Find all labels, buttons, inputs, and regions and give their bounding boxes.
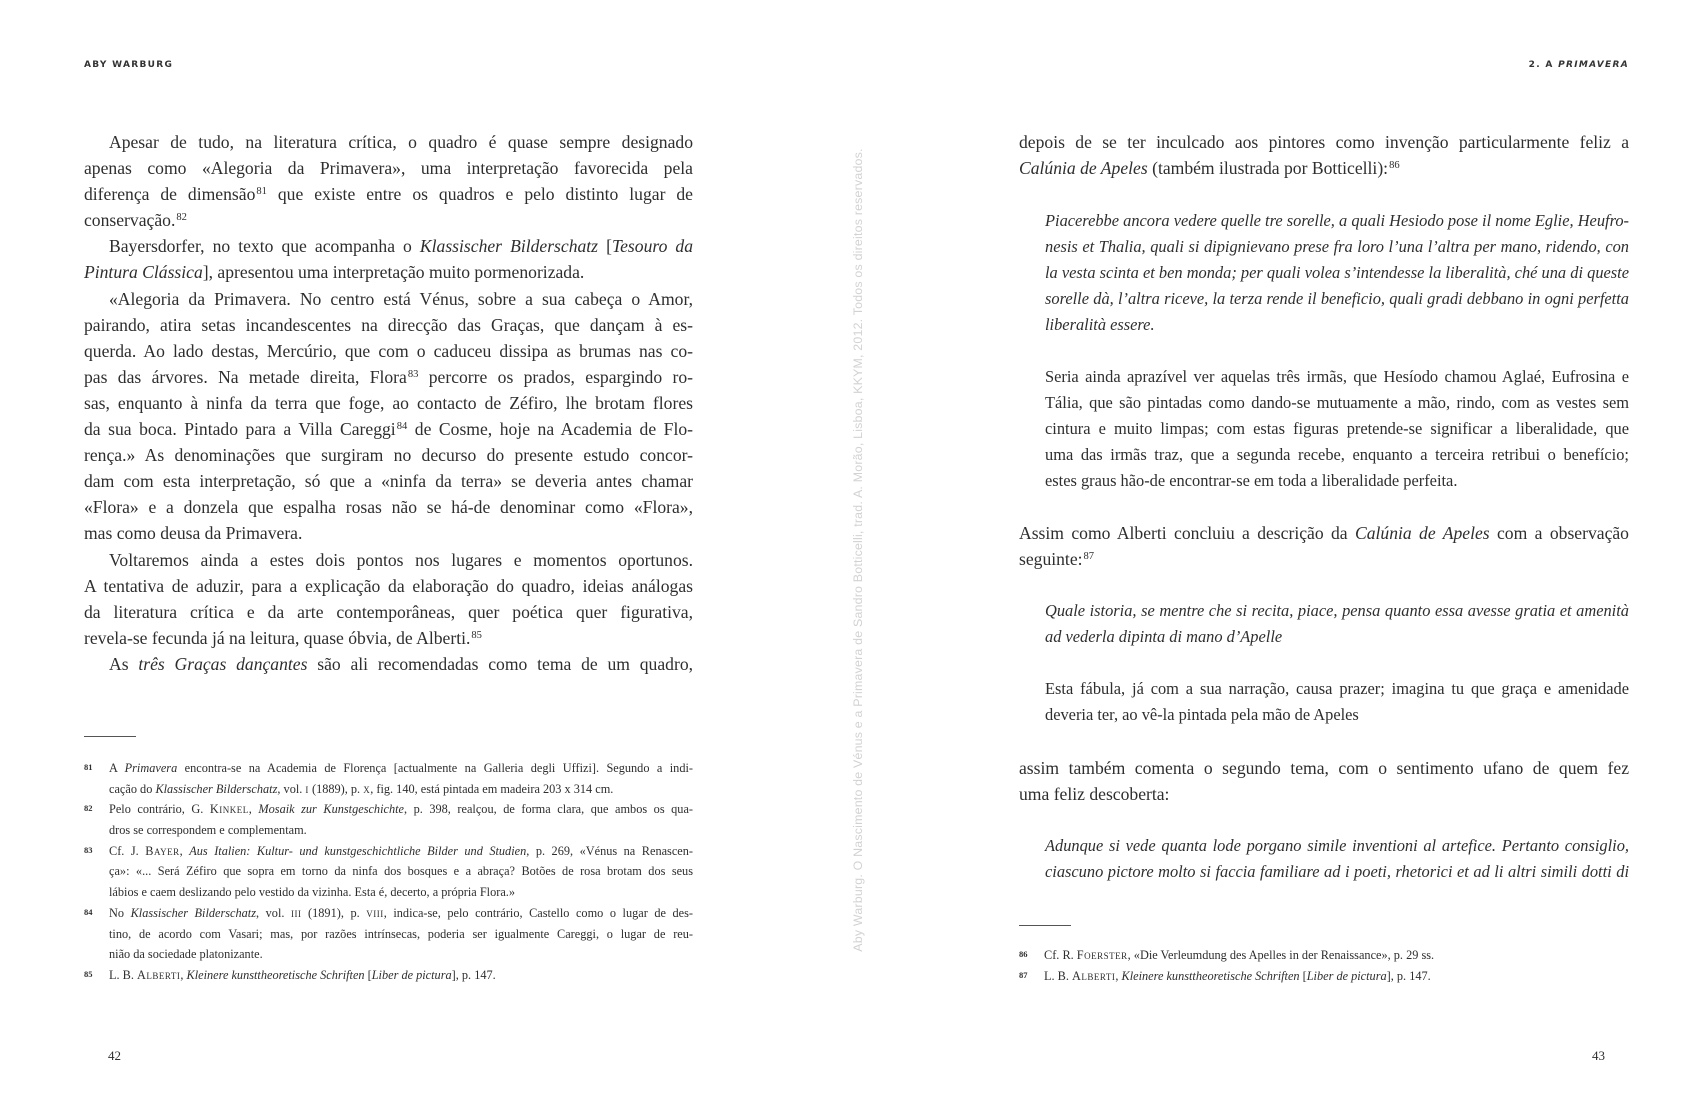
text-run: mas como deusa da Primavera. xyxy=(84,523,303,544)
text-line xyxy=(84,547,693,573)
footnote-number: 82 xyxy=(84,803,93,814)
text-line xyxy=(1045,833,1629,859)
text-run: dros se correspondem e complementam. xyxy=(109,823,307,838)
text-run: A xyxy=(109,761,125,775)
text-run: Cf. R. xyxy=(1044,948,1077,962)
text-run: Assim como Alberti concluiu a descrição da xyxy=(1019,523,1355,543)
text-run: da literatura crítica e da arte contemporâneas, quer poética quer figurativa, xyxy=(84,601,693,622)
text-run: , indica-se, pelo contrário, Castello como o lugar de des- xyxy=(383,905,693,920)
text-run: cintura e muito limpas; com estas figuras pretende-se significar a liberalidade, que xyxy=(1045,419,1629,439)
text-line xyxy=(84,468,693,494)
text-run: , xyxy=(179,843,190,858)
text-line xyxy=(109,799,693,820)
text-run: Esta fábula, já com a sua narração, causa prazer; imagina tu que graça e amenidade xyxy=(1045,679,1629,698)
text-line xyxy=(84,181,693,207)
italic-text: la vesta scinta et ben monda; per quali volea s’intendesse la liberalità, ché una di queste xyxy=(1045,263,1629,283)
text-run: L. B. xyxy=(1044,968,1073,983)
footnote-number: 83 xyxy=(84,844,93,855)
footnote-number: 85 xyxy=(84,968,93,979)
text-run: A tentativa de aduzir, para a explicação da elaboração do quadro, ideias análogas xyxy=(84,575,693,596)
italic-text: ciascuno pictore molto si faccia familiare ad i poeti, rhetorici et ad li altri simili dotti di xyxy=(1045,862,1629,882)
text-line xyxy=(109,820,693,841)
italic-text: ad vederla dipinta di mano d’Apelle xyxy=(1045,627,1283,647)
small-caps-name: Foerster xyxy=(1076,948,1128,962)
footnote-reference: 85 xyxy=(471,629,482,641)
footnote xyxy=(1019,945,1629,966)
running-head-right xyxy=(1529,60,1629,70)
italic-text: Klassischer Bilderschatz xyxy=(419,236,599,257)
footnote-reference: 86 xyxy=(1389,160,1400,172)
italic-text: nesis et Thalia, quali si dipignievano prese fra loro l’una l’altra per mano, ridendo, con xyxy=(1045,237,1629,257)
footnote xyxy=(84,965,693,986)
page-number-right: 43 xyxy=(1592,1048,1605,1063)
text-run: seguinte: xyxy=(1019,549,1083,570)
small-caps-name: x xyxy=(363,781,371,796)
chapter-number: 2. A xyxy=(1528,60,1559,70)
chapter-title: PRIMAVERA xyxy=(1558,60,1629,70)
right-body-text-1 xyxy=(1019,129,1629,181)
text-line xyxy=(84,286,693,312)
footnote-separator-right xyxy=(1019,925,1071,926)
text-run: [ xyxy=(364,967,372,982)
italic-text: Tesouro da xyxy=(611,236,694,257)
block-quote-italian-3 xyxy=(1045,833,1629,885)
text-line xyxy=(84,259,693,285)
italic-text: Liber de pictura xyxy=(1306,968,1387,983)
text-line xyxy=(1045,312,1629,338)
text-line xyxy=(84,599,693,625)
italic-text: Calúnia de Apeles xyxy=(1354,523,1490,543)
text-run: ], apresentou uma interpretação muito pormenorizada. xyxy=(202,262,585,283)
text-line xyxy=(1045,859,1629,885)
text-run: Pelo contrário, G. xyxy=(109,802,210,817)
text-run: depois de se ter inculcado aos pintores como invenção particularmente feliz a xyxy=(1019,132,1629,152)
left-footnotes xyxy=(84,758,693,986)
italic-text: Adunque si vede quanta lode porgano simile inventioni al artefice. Pertanto consiglio, xyxy=(1045,836,1629,855)
footnote-reference: 81 xyxy=(256,186,267,198)
small-caps-name: Bayer xyxy=(145,843,180,858)
text-line xyxy=(1044,966,1629,987)
small-caps-name: Alberti xyxy=(137,967,181,982)
block-quote-italian-1 xyxy=(1045,208,1629,338)
text-line xyxy=(109,882,693,903)
text-run: são ali recomendadas como tema de um quadro, xyxy=(307,653,694,674)
text-line xyxy=(1045,208,1629,234)
left-body-text xyxy=(84,129,693,677)
text-run: ], p. 147. xyxy=(1386,968,1431,983)
text-run: (1891), p. xyxy=(301,905,367,920)
text-run: [ xyxy=(1299,968,1307,983)
text-line xyxy=(1045,624,1629,650)
text-run: nião da sociedade platonizante. xyxy=(109,947,263,962)
italic-text: Mosaik zur Kunstgeschichte xyxy=(258,802,404,817)
text-line xyxy=(84,520,693,546)
footnote xyxy=(84,841,693,903)
text-line xyxy=(109,903,693,924)
text-line xyxy=(1045,364,1629,390)
text-run: lábios e caem deslizando pelo vestido da vizinha. Esta é, decerto, a própria Flora.» xyxy=(109,885,515,900)
text-run: , vol. xyxy=(277,781,306,796)
text-line xyxy=(1019,155,1629,181)
footnote-reference: 83 xyxy=(407,369,419,381)
text-run: rença.» As denominações que surgiram no decurso do presente estudo concor- xyxy=(84,445,693,466)
footnote-number: 87 xyxy=(1019,969,1028,980)
italic-text: Aus Italien: Kultur- und kunstgeschichtliche Bilder und Studien xyxy=(189,843,527,858)
footnote-number: 81 xyxy=(84,762,93,772)
right-body-text-2 xyxy=(1019,520,1629,572)
text-line xyxy=(1045,676,1629,702)
text-run: que existe entre os quadros e pelo distinto lugar de xyxy=(266,184,693,205)
italic-text: Kleinere kunsttheoretische Schriften xyxy=(1121,968,1300,983)
text-run: (também ilustrada por Botticelli): xyxy=(1147,158,1389,179)
text-run: , vol. xyxy=(256,905,291,920)
italic-text: Kleinere kunsttheoretische Schriften xyxy=(186,967,365,982)
text-line xyxy=(84,364,693,390)
text-line xyxy=(84,233,693,259)
text-run: sas, enquanto à ninfa da terra que foge, ao contacto de Zéfiro, lhe brotam flores xyxy=(84,392,693,413)
footnote-number: 84 xyxy=(84,906,93,917)
italic-text: Primavera xyxy=(124,761,178,775)
italic-text: Piacerebbe ancora vedere quelle tre sorelle, a quali Hesiodo pose il nome Eglie, Heufro- xyxy=(1045,211,1629,230)
text-run: «Flora» e a donzela que espalha rosas não se há-de denominar como «Flora», xyxy=(84,497,693,518)
text-line xyxy=(84,312,693,338)
text-line xyxy=(84,494,693,520)
footnote xyxy=(84,903,693,965)
text-run: Voltaremos ainda a estes dois pontos nos lugares e momentos oportunos. xyxy=(109,549,693,570)
page-number-left: 42 xyxy=(108,1048,121,1063)
footnote-reference: 84 xyxy=(396,421,408,433)
text-run: encontra-se na Academia de Florença [actualmente na Galleria degli Uffizi]. Segundo a indi- xyxy=(177,761,693,775)
text-line xyxy=(109,965,693,986)
text-run: de Cosme, hoje na Academia de Flo- xyxy=(407,419,693,440)
copyright-watermark: Aby Warburg. O Nascimento de Vénus e a Primavera de Sandro Botticelli, trad. A. Morão, Lisboa, KKYM, 2012. Todos os direitos reservados. xyxy=(851,148,865,952)
text-line xyxy=(109,758,693,779)
text-line xyxy=(1045,234,1629,260)
text-line xyxy=(84,390,693,416)
text-line xyxy=(109,944,693,965)
text-line xyxy=(84,338,693,364)
text-run: pas das árvores. Na metade direita, Flora xyxy=(84,366,407,387)
text-run: , xyxy=(1115,968,1122,983)
text-line xyxy=(84,129,693,155)
text-line xyxy=(109,841,693,862)
footnote-separator-left xyxy=(84,736,136,737)
text-run: dam com esta interpretação, só que a «ninfa da terra» se deveria antes chamar xyxy=(84,471,693,492)
footnote xyxy=(84,758,693,799)
text-line xyxy=(1044,945,1629,966)
text-line xyxy=(1045,390,1629,416)
text-run: diferença de dimensão xyxy=(84,184,256,205)
text-run: Bayersdorfer, no texto que acompanha o xyxy=(109,236,420,257)
text-line xyxy=(1045,260,1629,286)
text-run: ça»: «... Será Zéfiro que sopra em torno da ninfa dos bosques e a abraça? Botões de rosa brotam dos seus xyxy=(109,864,693,879)
text-run: tino, de acordo com Vasari; mas, por razões intrínsecas, poderia ser igualmente Careggi, o lugar de reu- xyxy=(109,926,693,941)
text-run: [ xyxy=(598,236,612,257)
text-run: (1889), p. xyxy=(308,781,364,796)
footnote xyxy=(84,799,693,840)
footnote-reference: 82 xyxy=(176,212,187,224)
text-run: Seria ainda aprazível ver aquelas três irmãs, que Hesíodo chamou Aglaé, Eufrosina e xyxy=(1045,367,1629,386)
text-line xyxy=(84,573,693,599)
text-run: assim também comenta o segundo tema, com o sentimento ufano de quem fez xyxy=(1019,758,1629,778)
text-line xyxy=(84,207,693,233)
text-run: , xyxy=(248,802,259,817)
text-run: com a observação xyxy=(1489,523,1629,543)
text-line xyxy=(1019,520,1629,546)
text-run: «Alegoria da Primavera. No centro está Vénus, sobre a sua cabeça o Amor, xyxy=(109,288,693,309)
italic-text: Klassischer Bilderschatz xyxy=(155,781,278,796)
italic-text: sorelle dà, l’altra riceve, la terza rende il beneficio, quali gradi debbano in ogni perfetta xyxy=(1045,289,1629,309)
text-line xyxy=(109,779,693,800)
running-head-left: ABY WARBURG xyxy=(84,60,174,70)
footnote-number: 86 xyxy=(1019,949,1028,959)
text-run: revela-se fecunda já na leitura, quase óbvia, de Alberti. xyxy=(84,627,471,648)
text-line xyxy=(84,442,693,468)
italic-text: três Graças dançantes xyxy=(138,653,308,674)
small-caps-name: Alberti xyxy=(1072,968,1116,983)
text-line xyxy=(1019,755,1629,781)
text-run: estes graus hão-de encontrar-se em toda a liberalidade perfeita. xyxy=(1045,471,1458,491)
text-run: uma feliz descoberta: xyxy=(1019,784,1170,805)
text-run: L. B. xyxy=(109,967,138,982)
text-run: , p. 398, realçou, de forma clara, que ambos os qua- xyxy=(403,802,693,817)
text-line xyxy=(1019,781,1629,807)
small-caps-name: i xyxy=(305,781,309,796)
text-run: Cf. J. xyxy=(109,843,146,858)
text-run: , xyxy=(180,967,187,982)
text-run: da sua boca. Pintado para a Villa Careggi xyxy=(84,419,396,440)
text-line xyxy=(84,416,693,442)
text-run: cação do xyxy=(109,781,156,796)
block-quote-translation-2 xyxy=(1045,676,1629,728)
text-line xyxy=(109,924,693,945)
italic-text: Klassischer Bilderschatz xyxy=(130,905,257,920)
text-line xyxy=(109,861,693,882)
italic-text: Liber de pictura xyxy=(371,967,452,982)
text-line xyxy=(1019,546,1629,572)
text-run: ], p. 147. xyxy=(451,967,496,982)
text-line xyxy=(1045,442,1629,468)
text-run: Tália, que são pintadas como dando-se mutuamente a mão, rindo, com as vestes sem xyxy=(1045,393,1629,413)
footnote xyxy=(1019,966,1629,987)
text-run: conservação. xyxy=(84,210,176,231)
text-line xyxy=(1045,702,1629,728)
text-run: , fig. 140, está pintada em madeira 203 x 314 cm. xyxy=(370,781,614,796)
text-run: No xyxy=(109,905,131,920)
text-line xyxy=(1045,286,1629,312)
footnote-reference: 87 xyxy=(1083,551,1095,563)
text-run: , p. 269, «Vénus na Renascen- xyxy=(526,843,693,858)
italic-text: liberalità essere. xyxy=(1045,315,1155,335)
text-run: As xyxy=(109,653,139,674)
text-run: percorre os prados, espargindo ro- xyxy=(418,366,693,387)
italic-text: Quale istoria, se mentre che si recita, piace, pensa quanto essa avesse gratia et amenità xyxy=(1045,601,1629,620)
text-run: uma das irmãs traz, que a segunda recebe, enquanto a terceira retribui o benefício; xyxy=(1045,445,1629,465)
block-quote-italian-2 xyxy=(1045,598,1629,650)
text-line xyxy=(1045,598,1629,624)
right-body-text-3 xyxy=(1019,755,1629,807)
text-run: deveria ter, ao vê-la pintada pela mão de Apeles xyxy=(1045,705,1359,725)
block-quote-translation-1 xyxy=(1045,364,1629,494)
italic-text: Pintura Clássica xyxy=(84,262,203,283)
text-line xyxy=(1019,129,1629,155)
small-caps-name: iii xyxy=(290,905,302,920)
text-run: apenas como «Alegoria da Primavera», uma interpretação favorecida pela xyxy=(84,158,693,179)
text-run: pairando, atira setas incandescentes na direcção das Graças, que dançam à es- xyxy=(84,314,693,335)
text-run: querda. Ao lado destas, Mercúrio, que com o caduceu dissipa as brumas nas co- xyxy=(84,340,693,361)
italic-text: Calúnia de Apeles xyxy=(1019,158,1148,179)
text-line xyxy=(1045,468,1629,494)
right-footnotes xyxy=(1019,945,1629,986)
text-run: , «Die Verleumdung des Apelles in der Renaissance», p. 29 ss. xyxy=(1127,948,1435,962)
text-line xyxy=(1045,416,1629,442)
text-line xyxy=(84,155,693,181)
small-caps-name: viii xyxy=(366,905,384,920)
text-line xyxy=(84,625,693,651)
text-run: Apesar de tudo, na literatura crítica, o quadro é quase sempre designado xyxy=(109,132,693,152)
small-caps-name: Kinkel xyxy=(209,802,249,817)
text-line xyxy=(84,651,693,677)
